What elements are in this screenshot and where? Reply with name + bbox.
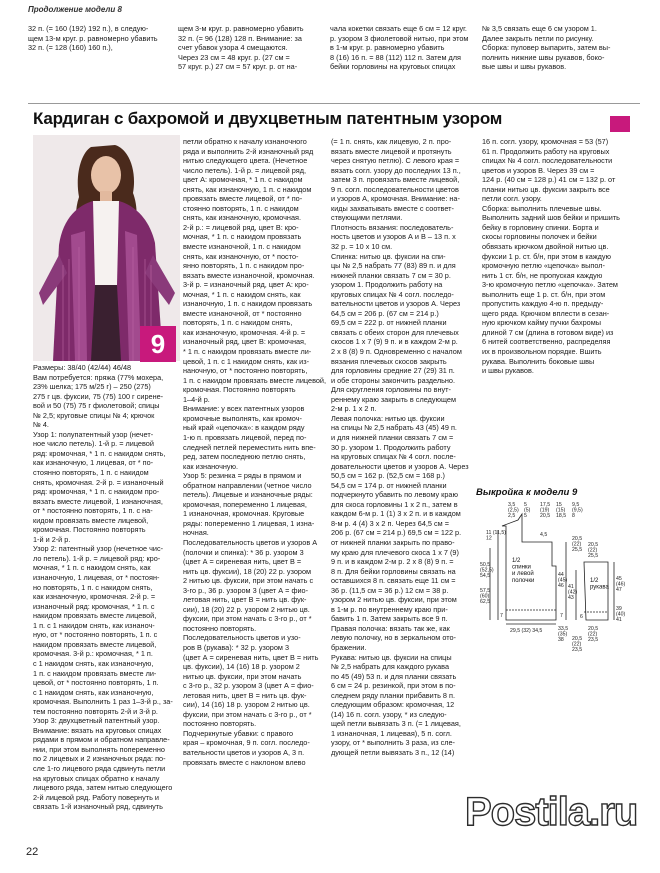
watermark-logo: Postila.ru [465, 790, 638, 834]
dim-top1: 3,5 (2,5) 2,5 [508, 502, 519, 520]
dim-sleeve-6: 6 [580, 614, 583, 620]
dim-sleeve-height: 45 (46) 47 [616, 576, 626, 594]
top-col-2: щем 3-м круг. р. равномерно убавить 32 п. (= 96 (128) 128 п. Внимание: за счет убавок узора 4 смещаются. Через 23 см = 48 круг. р. (27 см = 57 круг. р.) 27 см = 57 круг. р. от на- [178, 24, 304, 72]
dim-band-a: 7 [500, 613, 503, 619]
dim-top3: 17,5 (19) 20,5 [540, 502, 551, 520]
pattern-diagram [480, 500, 630, 654]
sleeve-label: 1/2 рукава [590, 578, 609, 591]
dim-shoulder-left: 11 (11,5) 12 [486, 530, 506, 542]
dim-right-top: 20,5 (22) 25,5 [572, 536, 583, 554]
dim-bottom-2: 33,5 (35) 38 [558, 626, 569, 644]
front-label: 1/2 спинки и левой полочки [512, 558, 535, 584]
top-col-1: 32 п. (= 160 (192) 192 п.), в следую- щем 13-м круг. р. равномерно убавить 32 п. (= 128 (160) 160 п.), [28, 24, 158, 53]
dim-mid1: 44 (45) 46 [558, 572, 568, 590]
dim-sleeve-top: 20,5 (22) 25,5 [588, 542, 599, 560]
pattern-diagram-title: Выкройка к модели 9 [476, 487, 578, 498]
text-col-3: (= 1 п. снять, как лицевую, 2 п. про- вязать вместе лицевой и протянуть через снятую петлю). С левого края = вязать согл. узору до последних 13 п., затем 3 п. провязать вместе лицевой, 9 п. согл. последовательности цветов и узоров А, кромочная. Внимание: на- киды захватывать вместе с соответ- ствующими петлями. Плотность вязания: последователь- ность цветов и узоров А и В – 13 п. х 32 р. = 10 х 10 см. Спинка: нитью цв. фуксии на спи- цы № 2,5 набрать 77 (83) 89 п. и для нижней планки связать 7 см = 30 р. узором 1. Продолжить работу на круговых спицах № 4 согл. последо- вательности цветов и узоров А. Через 64,5 см = 206 р. (67 см = 214 р.) 69,5 см = 222 р. от нижней планки связать с обеих сторон для плечевых скосов 1 х 7 (9) 9 п. и в каждом 2-м р. 2 х 8 (8) 9 п. Одновременно с началом вязания плечевых скосов закрыть для горловины средние 27 (29) 31 п. и обе стороны закончить раздельно. Для скругления горловины по внут- реннему краю закрыть в следующем 2-м р. 1 х 2 п. Левая полочка: нитью цв. фуксии на спицы № 2,5 набрать 43 (45) 49 п. и для нижней планки связать 7 см = 30 р. узором 1. Продолжить работу на круговых спицах № 4 согл. после- довательности цветов и узоров А. Через 50,5 см = 162 р. (52,5 см = 168 р.) 54,5 см = 174 р. от нижней планки подчеркнуто убавить по левому краю для скоса горловины 1 х 2 п., затем в каждом 6-м р. 1 (1) 3 х 2 п. и в каждом 8-м р. 4 (4) 3 х 2 п. Через 64,5 см = 206 р. (67 см = 214 р.) 69,5 см = 122 р. от нижней планки закрыть по право- му краю для плечевого скоса 1 х 7 (9) 9 п. и в каждом 2-м р. 2 х 8 (8) 9 п. = 8 п. Для бейки горловины связать на оставшихся 8 п. связать еще 11 см = 36 р. (11,5 см = 36 р.) 12 см = 38 р. узором 2 нитью цв. фуксии, при этом в 1-м р. по внутреннему краю при- бавить 1 п. Затем закрыть все 9 п. Правая полочка: вязать так же, как левую полочку, но в зеркальном ото- бражении. Рукава: нитью цв. фуксии на спицы № 2,5 набрать для каждого рукава по 45 (49) 53 п. и для планки связать 6 см = 24 р. резинкой, при этом в по- следнем ряду планки прибавить 8 п. следующим образом: кромочная, 12 (14) 16 п. согл. узору, * из следую- щей петли вывязать 3 п. (= 1 лицевая, 1 изнаночная, 1 лицевая), 5 п. согл. узору, от * выполнить 3 раза, из сле- дующей петли вывязать 3 п., 12 (14) [331, 137, 469, 757]
dim-mid2: 41 (42) 43 [568, 584, 578, 602]
text-col-1: Размеры: 38/40 (42/44) 46/48 Вам потребуется: пряжа (77% мохера, 23% шелка; 175 м/25 г) – 250 (275) 275 г цв. фуксии, 75 (75) 100 г сирене- вой и 50 (75) 75 г фиолетовой; спицы № 2,5; круговые спицы № 4; крючок № 4. Узор 1: полупатентный узор (нечет- ное число петель). 1-й р. = лицевой ряд: кромочная, * 1 п. с накидом снять, как изнаночную, 1 лицевая, от * по- стоянно повторять, 1 п. с накидом снять, кромочная. 2-й р. = изнаночный ряд: кромочная, * 1 п. с накидом про- вязать вместе лицевой, 1 изнаночная, от * постоянно повторять, 1 п. с на- кидом провязать вместе лицевой, кромочная. Постоянно повторять 1-й и 2-й р. Узор 2: патентный узор (нечетное чис- ло петель). 1-й р. = лицевой ряд: кро- мочная, * 1 п. с накидом снять, как изнаночную, 1 лицевая, от * постоян- но повторять, 1 п. с накидом снять, как изнаночную, кромочная. 2-й р. = изнаночный ряд: кромочная, * 1 п. с накидом провязать вместе лицевой, 1 п. с 1 накидом снять, как изнаноч- ную, от * постоянно повторять, 1 п. с накидом провязать вместе лицевой, кромочная. 3-й р.: кромочная, * 1 п. с 1 накидом снять, как изнаночную, 1 п. с накидом провязать вместе ли- цевой, от * постоянно повторять, 1 п. с 1 накидом снять, как изнаночную, кромочная. Выполнить 1 раз 1–3-й р., за- тем постоянно повторять 2-й и 3-й р. Узор 3: двухцветный патентный узор. Внимание: вязать на круговых спицах рядами в прямом и обратном направле- нии, при этом выполнять попеременно по 2 лицевых и 2 изнаночных ряда: по- сле 1-го лицевого ряда сдвинуть петли на круговых спицах обратно к началу лицевого ряда, затем нитью следующего 2-й лицевой ряд. Работу повернуть и связать 1-й изнаночный ряд, сдвинуть [33, 363, 173, 812]
text-col-2: петли обратно к началу изнаночного ряда и выполнить 2-й изнаночный ряд нитью следующего цвета. (Нечетное число петель). 1-й р. = лицевой ряд, цвет А: кромочная, * 1 п. с накидом снять, как изнаночную, 1 п. с накидом провязать вместе лицевой, от * по- стоянно повторять, 1 п. с накидом снять, как изнаночную, кромочная. 2-й р.: = лицевой ряд, цвет В: кро- мочная, * 1 п. с накидом провязать вместе изнаночной, 1 п. с накидом снять, как изнаночную, от * посто- янно повторять, 1 п. с накидом про- вязать вместе изнаночной, кромочная. 3-й р. = изнаночный ряд, цвет А: кро- мочная, * 1 п. с накидом снять, как изнаночную, 1 п. с накидом провязать вместе изнаночной, от * постоянно повторять, 1 п. с накидом снять, как изнаночную, кромочная. 4-й р. = изнаночный ряд, цвет В: кромочная, * 1 п. с накидом провязать вместе ли- цевой, 1 п. с 1 накидом снять, как из- наночную, от * постоянно повторять, 1 п. с накидом провязать вместе лицевой, кромочная. Постоянно повторять 1–4-й р. Внимание: у всех патентных узоров кромочные выполнять, как кромоч- ный край «цепочка»: в каждом ряду 1-ю п. провязать лицевой, перед по- следней петлей переместить нить впе- ред, затем последнюю петлю снять, как изнаночную. Узор 5: резинка = ряды в прямом и обратном направлении (четное число петель). Лицевые и изнаночные ряды: кромочная, попеременно 1 лицевая, 1 изнаночная, кромочная. Круговые ряды: попеременно 1 лицевая, 1 изна- ночная. Последовательность цветов и узоров А (полочки и спинка): * 36 р. узором 3 (цвет А = сиреневая нить, цвет В = нить цв. фуксии), 18 (20) 22 р. узором 2 нитью цв. фуксии, при этом начать с 3-го р., 36 р. узором 3 (цвет А = фио- летовая нить, цвет В = нить цв. фук- сии), 18 (20) 22 р. узором 2 нитью цв. фуксии, при этом начать с 3-го р., от * постоянно повторять. Последовательность цветов и узо- ров В (рукава): * 32 р. узором 3 (цвет А = сиреневая нить, цвет В = нить цв. фуксии), 14 (16) 18 р. узором 2 нитью цв. фуксии, при этом начать с 3-го р., 32 р. узором 3 (цвет А = фио- летовая нить, цвет В = нить цв. фук- сии), 14 (16) 18 р. узором 2 нитью цв. фуксии, при этом начать с 3-го р., от * постоянно повторять. Подчеркнутые убавки: с правого края – кромочная, 9 п. согл. последо- вательности цветов и узоров А, 3 п. провязать вместе с наклоном влево [183, 137, 327, 767]
dim-left1: 50,5 (52,5) 54,5 [480, 562, 494, 580]
continuation-header: Продолжение модели 8 [28, 5, 122, 14]
dim-shoulder-right: 4,5 [540, 532, 548, 538]
dim-sleeve-bottom: 20,5 (22) 23,5 [588, 626, 599, 644]
dim-right-bottom: 20,5 (22) 23,5 [572, 636, 583, 654]
section-divider [28, 103, 640, 104]
dim-top2: 5 (5) 5 [524, 502, 531, 520]
article-title: Кардиган с бахромой и двухцветным патентным узором [33, 109, 503, 128]
dim-band-b: 7 [560, 613, 563, 619]
top-col-4: № 3,5 связать еще 6 см узором 1. Далее закрыть петли по рисунку. Сборка: пуловер выпарить, затем вы- полнить нижние швы рукавов, боко- вые швы и швы рукавов. [482, 24, 611, 72]
text-col-4: 16 п. согл. узору, кромочная = 53 (57) 61 п. Продолжить работу на круговых спицах № 4 согл. последовательности цветов и узоров В. Через 39 см = 124 р. (40 см = 128 р.) 41 см = 132 р. от планки нитью цв. фуксии закрыть все петли согл. узору. Сборка: выполнить плечевые швы. Выполнить задний шов бейки и пришить бейку в горловину спинки. Борта и скосы горловины полочек и бейки обвязать крючком двойной нитью цв. фуксии 1 р. ст. б/н, при этом в каждую кромочную петлю «цепочка» выпол- нить 1 ст. б/н, не пропуская каждую 3-ю кромочную петлю «цепочка». Затем выполнить еще 1 р. ст. б/н, при этом пропустить каждую 4-ю п. предыду- щего ряда. Крючком вплести в сезан- ную крючком кайму пучки бахромы длиной 7 см (длина в готовом виде) из 6 нитей соответственно, распределяя их в произвольном порядке. Вшить рукава. Выполнить боковые швы и швы рукавов. [482, 137, 620, 376]
dim-bottom-width: 29,5 (32) 34,5 [510, 628, 543, 634]
dim-left2: 57,5 (60) 62,5 [480, 588, 491, 606]
dim-sleeve-39: 39 (40) 41 [616, 606, 626, 624]
top-col-3: чала кокетки связать еще 6 см = 12 круг. р. узором 3 фиолетовой нитью, при этом в 1-м круг. р. равномерно убавить 8 (16) 16 п. = 88 (112) 112 п. Затем для бейки горловины на круговых спицах [330, 24, 469, 72]
model-number-badge: 9 [140, 326, 176, 362]
dim-top4: 15 (15) 18,5 [556, 502, 567, 520]
accent-bar [610, 116, 630, 132]
sleeve-outline [584, 562, 608, 620]
page-number: 22 [26, 846, 39, 858]
dim-top5: 9,5 (9,5) 8 [572, 502, 583, 520]
